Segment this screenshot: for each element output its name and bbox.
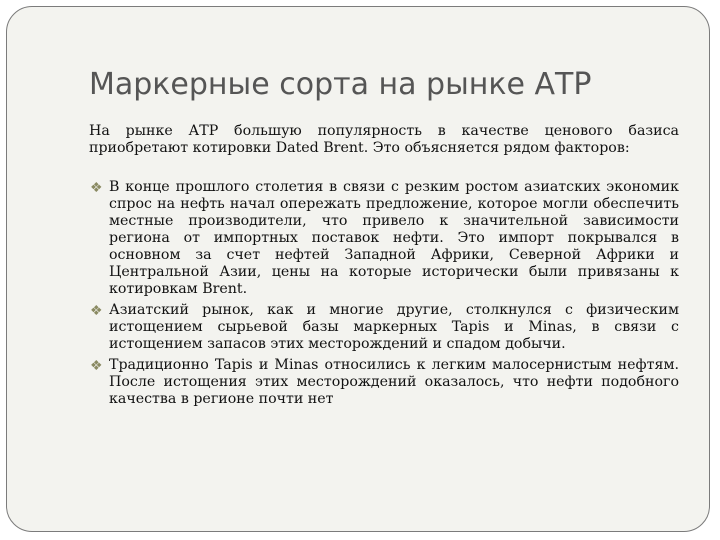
diamond-bullet-icon: ❖: [90, 358, 103, 374]
bullet-text: Азиатский рынок, как и многие другие, столкнулся с физическим истощением сырьевой базы маркерных Tapis и Minas, в связи с истощением запасов этих месторождений и спадом добычи.: [109, 302, 679, 352]
slide-frame: [6, 6, 710, 532]
bullet-text: В конце прошлого столетия в связи с резким ростом азиатских экономик спрос на нефть начал опережать предложение, которое могли обеспечить местные производители, что привело к значительной зависимости региона от импортных поставок нефти. Это импорт покрывался в основном за счет нефтей Западной Африки, Северной Африки и Центральной Азии, цены на которые исторически были привязаны к котировкам Brent.: [109, 179, 679, 297]
list-item: [89, 179, 679, 298]
bullet-list: [89, 179, 679, 408]
slide-content: [89, 123, 679, 412]
bullet-text: Традиционно Tapis и Minas относились к легким малосернистым нефтям. После истощения этих месторождений оказалось, что нефти подобного качества в регионе почти нет: [109, 357, 679, 407]
list-item: [89, 357, 679, 408]
slide-title: Маркерные сорта на рынке АТР: [89, 67, 592, 102]
intro-paragraph: На рынке АТР большую популярность в качестве ценового базиса приобретают котировки Dated Brent. Это объясняется рядом факторов:: [89, 123, 679, 156]
diamond-bullet-icon: ❖: [90, 303, 103, 319]
list-item: [89, 302, 679, 353]
diamond-bullet-icon: ❖: [90, 180, 103, 196]
